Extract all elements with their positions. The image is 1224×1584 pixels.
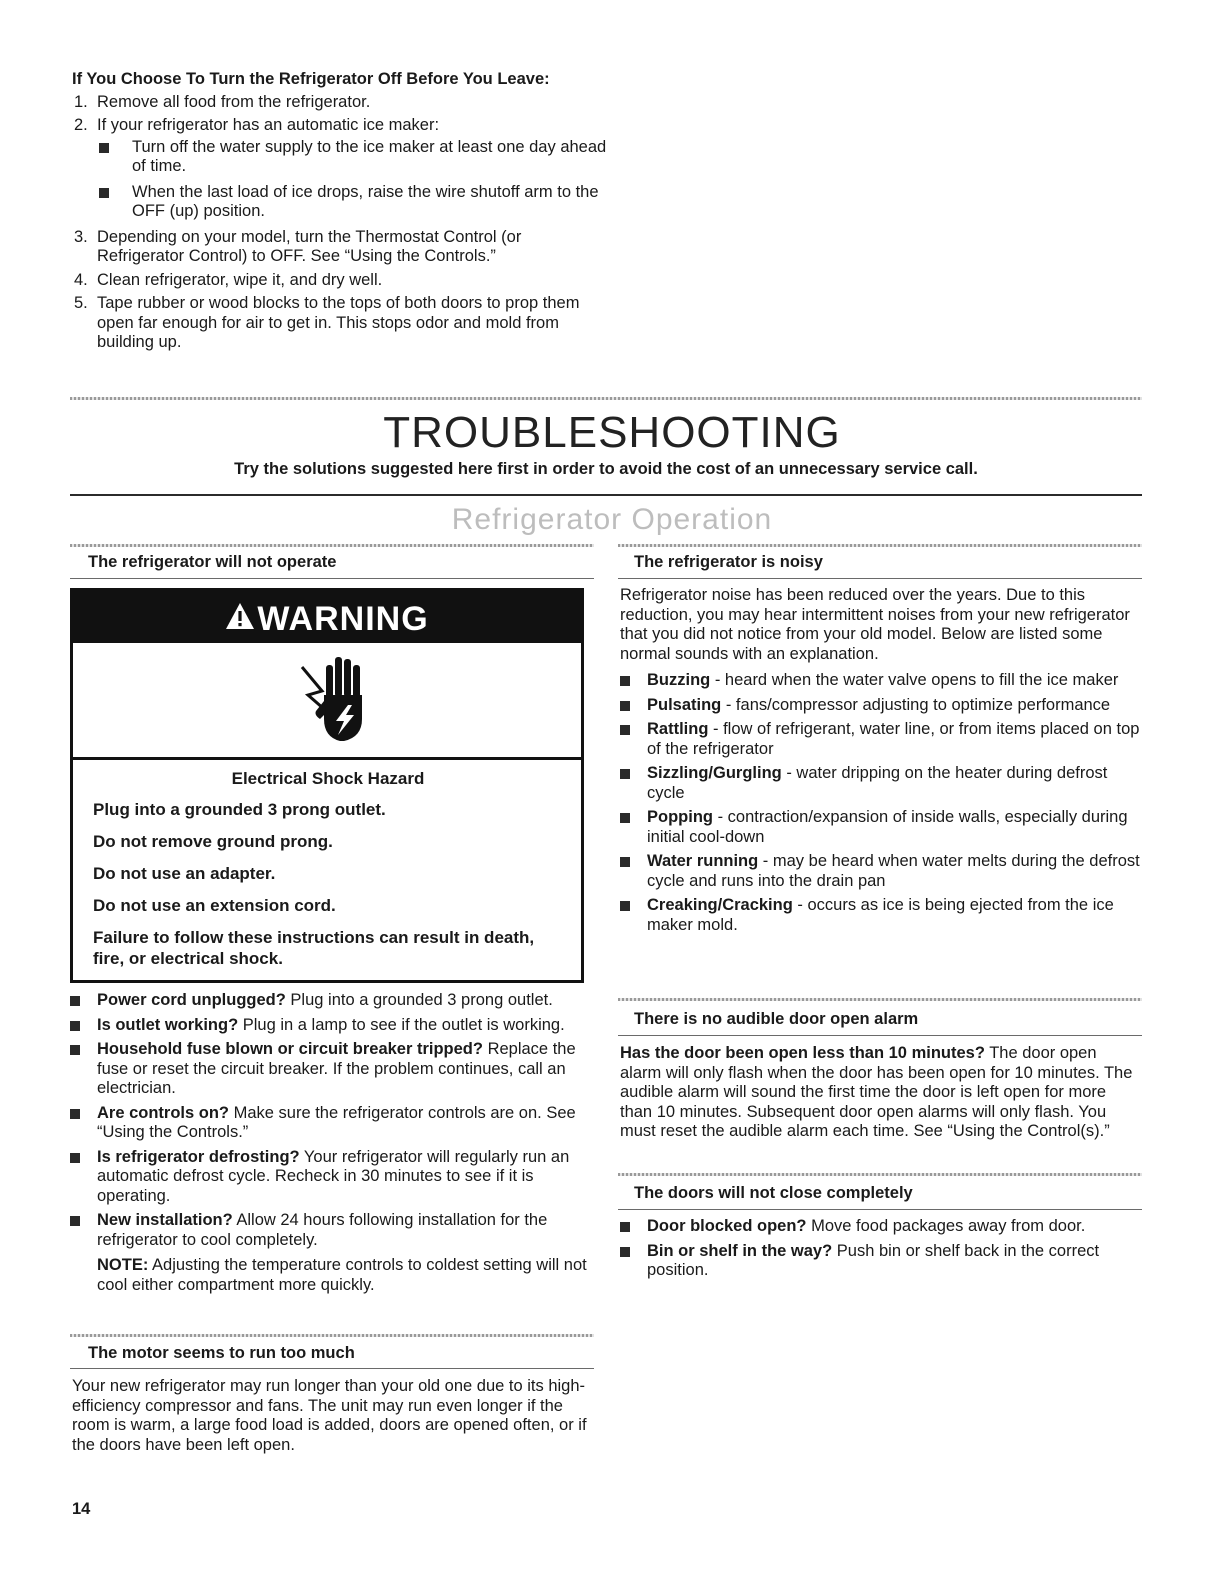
step-item: 2. If your refrigerator has an automatic ice maker: Turn off the water supply to the ice maker at least one day ahead of time. When the last load of ice drops, raise the wire shutoff arm to the OFF (up) position. [74,116,607,220]
square-bullet-icon [620,725,630,735]
square-bullet-icon [70,1153,80,1163]
alarm-heading: There is no audible door open alarm [634,1010,919,1028]
section-title: Refrigerator Operation [451,503,773,536]
heading-rule [618,544,1142,547]
motor-text: Your new refrigerator may run longer than your old one due to its high-efficiency compressor and fans. The unit may run even longer if the room is warm, a large food load is added, doors are opened often, or if the doors have been left open. [72,1377,587,1454]
square-bullet-icon [620,701,630,711]
noisy-heading: The refrigerator is noisy [634,553,823,571]
heading-underline [70,1368,594,1369]
ice-maker-bullets [97,138,607,222]
storage-heading: If You Choose To Turn the Refrigerator Off Before You Leave: [72,70,550,88]
square-bullet-icon [620,857,630,867]
hazard-title: Electrical Shock Hazard [231,769,425,788]
list-item: Creaking/Cracking - occurs as ice is being ejected from the ice maker mold. [620,896,1142,935]
warning-line: Failure to follow these instructions can result in death, fire, or electrical shock. [93,928,535,968]
warning-line: Do not remove ground prong. [93,832,333,851]
list-item: Are controls on? Make sure the refrigerator controls are on. See “Using the Controls.” [70,1104,600,1143]
list-item: Popping - contraction/expansion of inside walls, especially during initial cool-down [620,808,1142,847]
storage-instructions [72,70,607,357]
heading-underline [618,1209,1142,1210]
list-item: Household fuse blown or circuit breaker tripped? Replace the fuse or reset the circuit breaker. If the problem continues, call an electrician. [70,1040,600,1099]
warning-body [73,760,581,969]
square-bullet-icon [620,676,630,686]
list-item: New installation? Allow 24 hours following installation for the refrigerator to cool completely. NOTE: Adjusting the temperature controls to coldest setting will not cool either compartment more quickly. [70,1211,600,1295]
storage-steps [72,93,607,353]
motor-heading: The motor seems to run too much [88,1344,355,1362]
step-item: 3. Depending on your model, turn the Thermostat Control (or Refrigerator Control) to OFF. See “Using the Controls.” [74,227,522,265]
heading-underline [618,1035,1142,1036]
title-bottom-rule [70,494,1142,496]
page-number: 14 [72,1500,91,1518]
square-bullet-icon [70,1045,80,1055]
warning-line: Plug into a grounded 3 prong outlet. [93,800,386,819]
list-item: Sizzling/Gurgling - water dripping on the heater during defrost cycle [620,764,1142,803]
alarm-text: Has the door been open less than 10 minutes? The door open alarm will only flash when the door has been open for 10 minutes. The audible alarm will sound the first time the door is left open for more than 10 minutes. Subsequent door open alarms will only flash. You must reset the audible alarm each time. See “Using the Control(s).” [620,1044,1133,1140]
square-bullet-icon [620,1247,630,1257]
list-item: Is outlet working? Plug in a lamp to see if the outlet is working. [70,1016,600,1036]
list-item: Water running - may be heard when water melts during the defrost cycle and runs into the drain pan [620,852,1142,891]
square-bullet-icon [620,901,630,911]
doors-heading: The doors will not close completely [634,1184,913,1202]
square-bullet-icon [99,188,109,198]
warning-triangle-icon [225,593,255,645]
warning-box [70,588,584,983]
list-item: Bin or shelf in the way? Push bin or shelf back in the correct position. [620,1242,1142,1281]
square-bullet-icon [70,996,80,1006]
intro-text: Try the solutions suggested here first in order to avoid the cost of an unnecessary service call. [234,460,978,478]
shock-hazard-symbol-area [73,643,581,760]
electrical-shock-hand-icon [274,653,384,749]
step-item: 4. Clean refrigerator, wipe it, and dry well. [74,270,383,289]
list-item: Power cord unplugged? Plug into a grounded 3 prong outlet. [70,991,600,1011]
warning-header: WARNING [73,591,581,643]
noisy-section [620,586,1142,940]
title-top-rule [70,397,1142,400]
square-bullet-icon [70,1109,80,1119]
bullet-item: Turn off the water supply to the ice maker at least one day ahead of time. [97,138,607,177]
step-item: 5. Tape rubber or wood blocks to the tops of both doors to prop them open far enough for air to get in. This stops odor and mold from building up. [74,294,580,351]
step-item: 1. Remove all food from the refrigerator. [74,92,371,111]
heading-underline [70,578,594,579]
not-operate-heading: The refrigerator will not operate [88,553,337,571]
list-item: Buzzing - heard when the water valve opens to fill the ice maker [620,671,1142,691]
warning-line: Do not use an adapter. [93,864,276,883]
list-item: Rattling - flow of refrigerant, water line, or from items placed on top of the refrigerator [620,720,1142,759]
bullet-item: When the last load of ice drops, raise the wire shutoff arm to the OFF (up) position. [97,183,607,222]
noisy-intro: Refrigerator noise has been reduced over the years. Due to this reduction, you may hear intermittent noises from your new refrigerator that you did not notice from your old model. Below are listed some normal sounds with an explanation. [620,586,1130,663]
square-bullet-icon [70,1021,80,1031]
doors-list [620,1217,1142,1286]
square-bullet-icon [620,1222,630,1232]
warning-line: Do not use an extension cord. [93,896,336,915]
square-bullet-icon [620,769,630,779]
square-bullet-icon [99,143,109,153]
heading-rule [618,998,1142,1001]
page-title: TROUBLESHOOTING [383,408,841,457]
heading-rule [618,1173,1142,1176]
heading-rule [70,1334,594,1337]
square-bullet-icon [620,813,630,823]
not-operate-list [70,991,600,1300]
heading-underline [618,578,1142,579]
square-bullet-icon [70,1216,80,1226]
heading-rule [70,544,594,547]
list-item: Pulsating - fans/compressor adjusting to optimize performance [620,696,1142,716]
list-item: Is refrigerator defrosting? Your refrigerator will regularly run an automatic defrost cycle. Recheck in 30 minutes to see if it is operating. [70,1148,600,1207]
list-item: Door blocked open? Move food packages away from door. [620,1217,1142,1237]
note: NOTE: Adjusting the temperature controls to coldest setting will not cool either compartment more quickly. [97,1256,587,1294]
